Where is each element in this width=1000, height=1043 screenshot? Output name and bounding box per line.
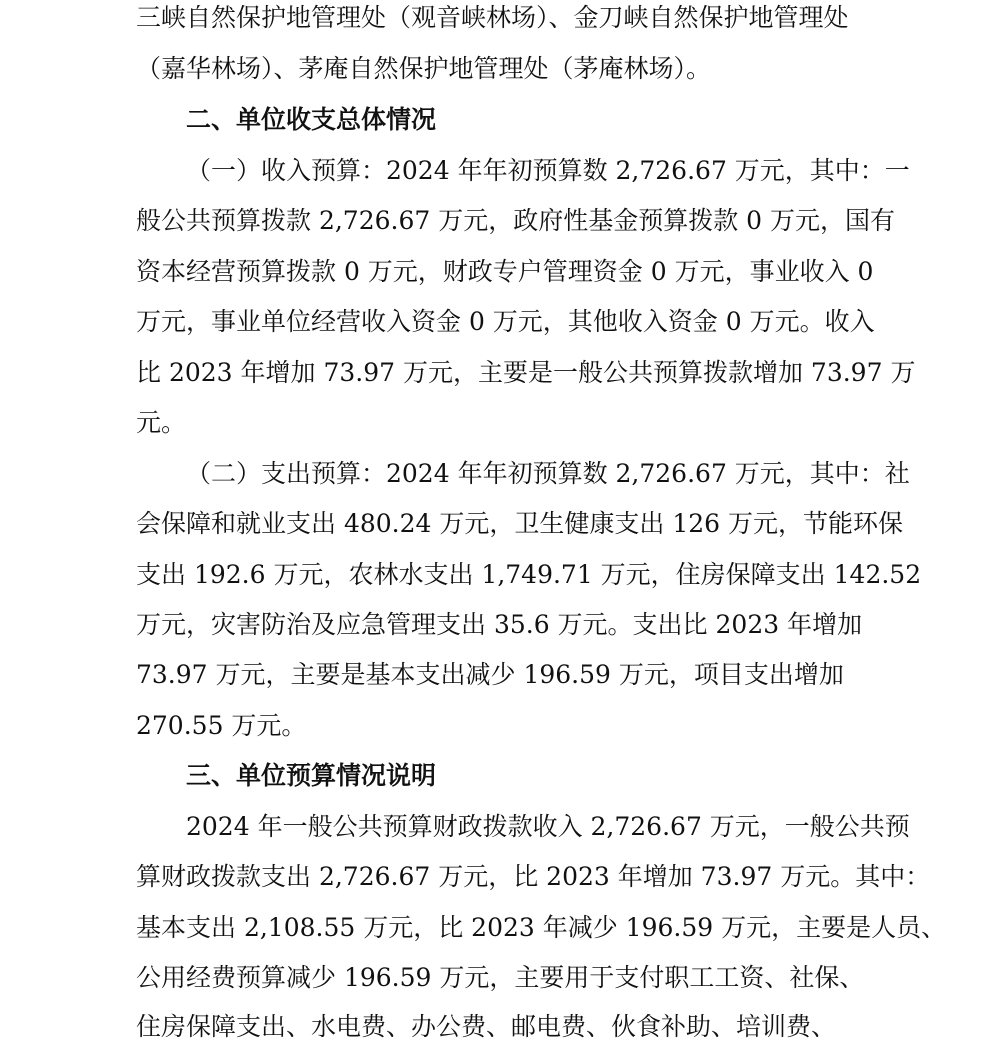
paragraph-line: 万元，事业单位经营收入资金 0 万元，其他收入资金 0 万元。收入 — [136, 307, 875, 336]
paragraph-line: 万元，灾害防治及应急管理支出 35.6 万元。支出比 2023 年增加 — [136, 610, 863, 639]
paragraph-line: 支出 192.6 万元，农林水支出 1,749.71 万元，住房保障支出 142.52 — [136, 560, 922, 589]
paragraph-line: 270.55 万元。 — [136, 711, 307, 740]
paragraph-line: 三峡自然保护地管理处（观音峡林场）、金刀峡自然保护地管理处 — [136, 3, 849, 32]
paragraph-line: 般公共预算拨款 2,726.67 万元，政府性基金预算拨款 0 万元，国有 — [136, 206, 896, 235]
paragraph-line: 资本经营预算拨款 0 万元，财政专户管理资金 0 万元，事业收入 0 — [136, 257, 874, 286]
paragraph-line: 比 2023 年增加 73.97 万元，主要是一般公共预算拨款增加 73.97 万 — [136, 358, 916, 387]
section-heading-3: 三、单位预算情况说明 — [186, 761, 437, 790]
paragraph-line: 住房保障支出、水电费、办公费、邮电费、伙食补助、培训费、 — [136, 1012, 837, 1041]
paragraph-line: （一）收入预算：2024 年年初预算数 2,726.67 万元，其中：一 — [186, 156, 910, 185]
paragraph-line: （嘉华林场）、茅庵自然保护地管理处（茅庵林场）。 — [136, 54, 712, 83]
paragraph-line: （二）支出预算：2024 年年初预算数 2,726.67 万元，其中：社 — [186, 459, 910, 488]
paragraph-line: 算财政拨款支出 2,726.67 万元，比 2023 年增加 73.97 万元。其中： — [136, 862, 931, 891]
paragraph-line: 元。 — [136, 408, 187, 437]
paragraph-line: 基本支出 2,108.55 万元，比 2023 年减少 196.59 万元，主要是人员、 — [136, 913, 947, 942]
paragraph-line: 73.97 万元，主要是基本支出减少 196.59 万元，项目支出增加 — [136, 660, 844, 689]
paragraph-line: 公用经费预算减少 196.59 万元，主要用于支付职工工资、社保、 — [136, 963, 865, 992]
paragraph-line: 会保障和就业支出 480.24 万元，卫生健康支出 126 万元，节能环保 — [136, 509, 903, 538]
paragraph-line: 2024 年一般公共预算财政拨款收入 2,726.67 万元，一般公共预 — [186, 812, 910, 841]
section-heading-2: 二、单位收支总体情况 — [186, 105, 437, 134]
